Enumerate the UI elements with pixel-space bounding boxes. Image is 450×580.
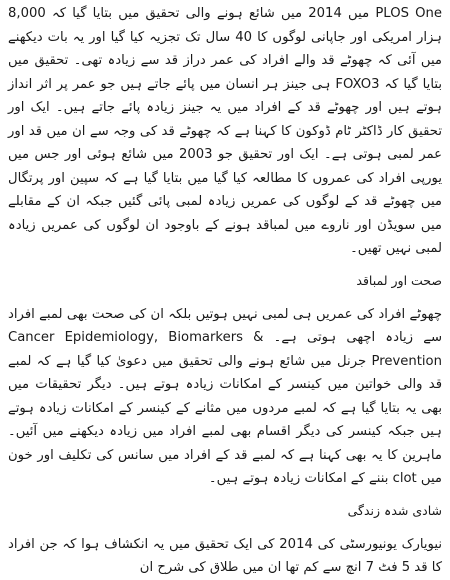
article-paragraph: چھوٹے افراد کی عمریں ہی لمبی نہیں ہوتیں بلکہ ان کی صحت بھی لمبے افراد سے زیادہ اچھی ہوتی ہے۔ Cancer Epidemiology, Biomarkers & Prevention جرنل میں شائع ہونے والی تحقیق میں دعویٰ کیا گیا ہے کہ لمبے قد والی خواتین میں کینسر کے امکانات زیادہ ہوتے ہیں۔ دیگر تحقیقات میں بھی یہ بتایا گیا ہے کہ لمبے مردوں میں مثانے کے کینسر کے امکانات زیادہ ہوتے ہیں جبکہ کینسر کی دیگر اقسام بھی لمبے افراد میں زیادہ دیکھنے میں آئیں۔ ماہرین کا یہ بھی کہنا ہے کہ لمبے قد کے افراد میں سانس کی تکلیف اور خون میں clot بننے کے امکانات زیادہ ہوتے ہیں۔ xyxy=(8,306,442,486)
article-paragraph: PLOS One میں 2014 میں شائع ہونے والی تحقیق میں بتایا گیا کہ 8,000 ہزار امریکی اور جاپانی لوگوں کا 40 سال تک تجزیہ کیا گیا اور یہ بات دیکھنے میں آئی کہ چھوٹے قد والے افراد کی عمر دراز قد سے زیادہ تھی۔ تحقیق میں بتایا گیا کہ FOXO3 ہی جینز ہر انسان میں پائے جاتے ہیں جو عمر پر اثر انداز ہوتے ہیں اور چھوٹے قد کے افراد میں یہ جینز زیادہ پائے جاتے ہیں۔ ایک اور تحقیق کار ڈاکٹر ٹام ڈوکون کا کہنا ہے کہ چھوٹے قد کی وجہ سے ان میں قد اور عمر لمبی ہوتی ہے۔ ایک اور تحقیق جو 2003 میں شائع ہوئی اور جس میں یورپی افراد کی عمروں کا مطالعہ کیا گیا میں بتایا گیا ہے کہ سپین اور پرتگال میں چھوٹے قد کے لوگوں کی عمریں زیادہ لمبی پائی گئیں جبکہ ان کے مقابلے میں سویڈن اور ناروے میں لمباقد ہونے کے باوجود ان لوگوں کی عمریں زیادہ لمبی نہیں تھیں۔ xyxy=(8,6,443,256)
section-heading-health: صحت اور لمباقد xyxy=(356,272,442,288)
article-paragraph: نیویارک یونیورسٹی کی 2014 کی ایک تحقیق میں یہ انکشاف ہوا کہ جن افراد کا قد 5 فٹ 7 انچ سے کم تھا ان میں طلاق کی شرح ان xyxy=(8,536,442,575)
section-heading-marriage: شادی شدہ زندگی xyxy=(347,502,442,518)
